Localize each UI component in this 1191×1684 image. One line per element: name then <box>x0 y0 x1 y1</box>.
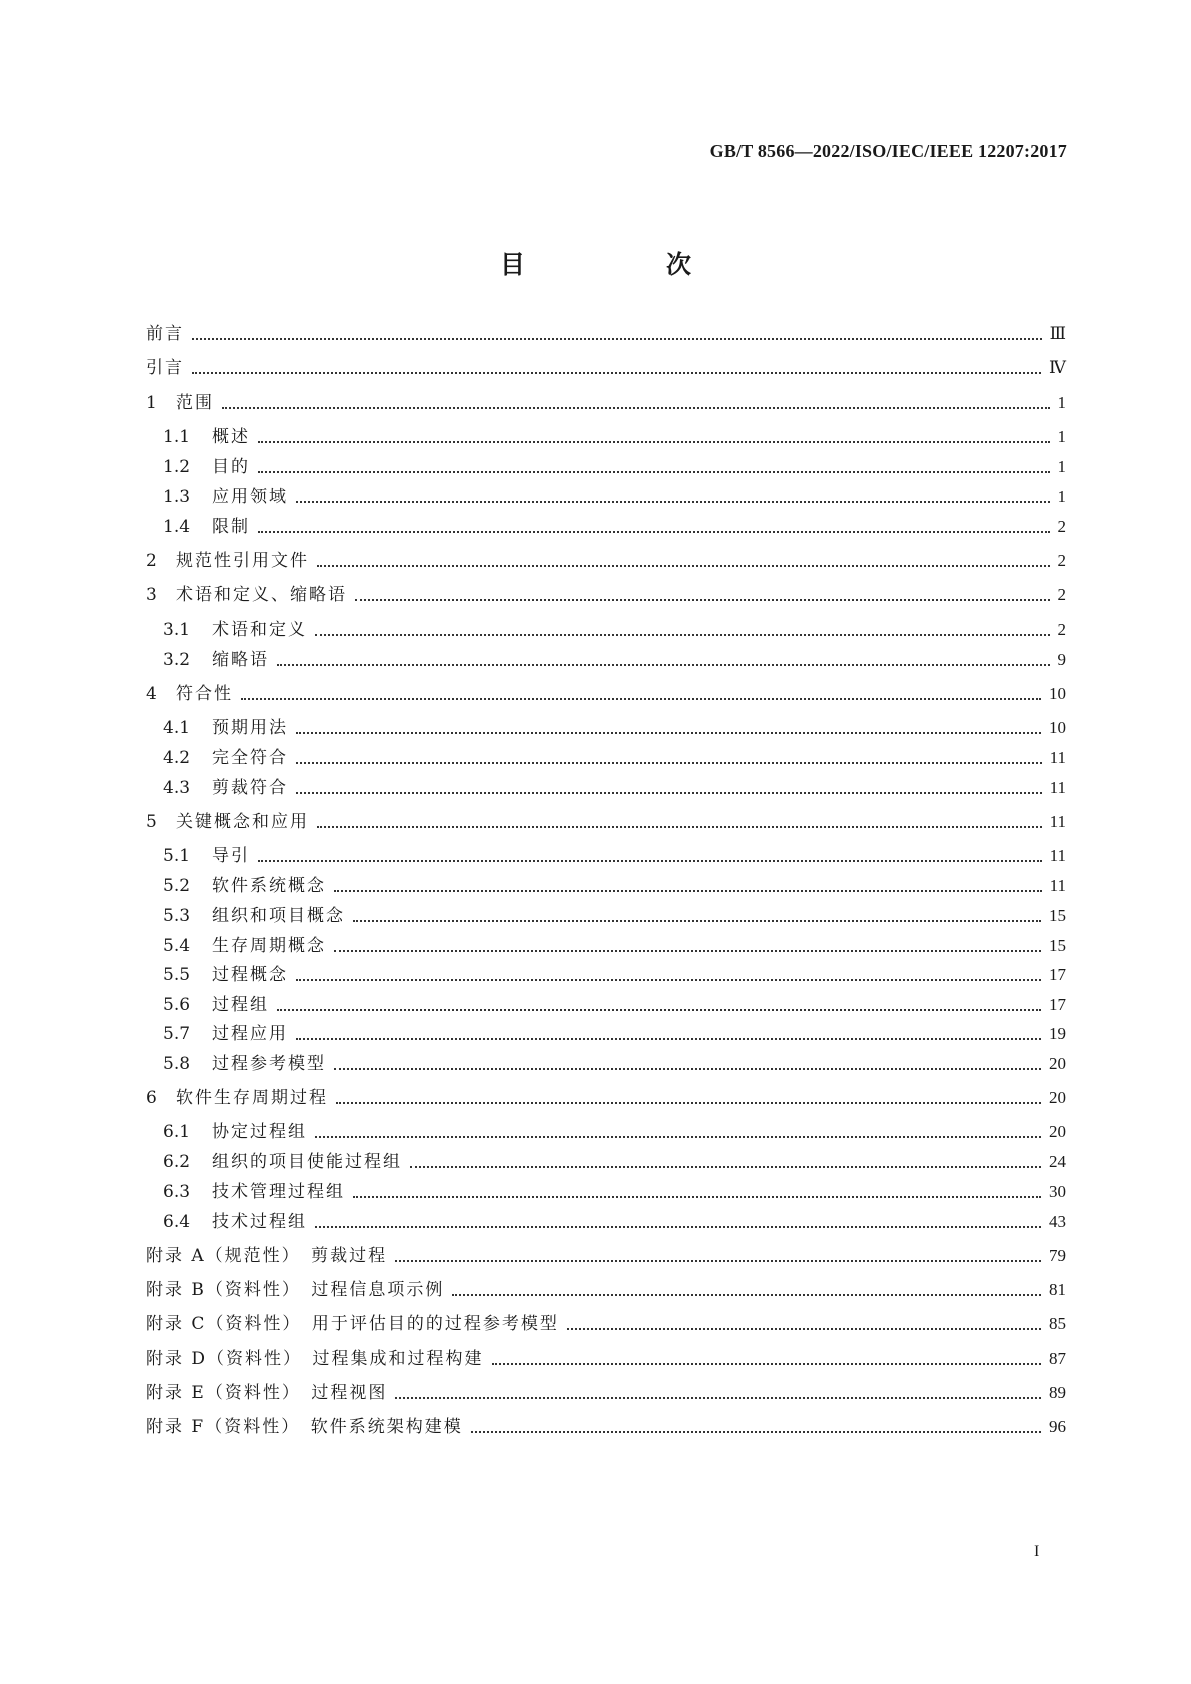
toc-entry-title: 引言 <box>146 358 184 378</box>
toc-entry-label <box>163 425 250 449</box>
toc-entry-label <box>146 1312 559 1336</box>
toc-dot-leader <box>296 1038 1041 1040</box>
toc-entry-title: 术语和定义、缩略语 <box>176 585 347 605</box>
toc-dot-leader <box>317 565 1050 567</box>
toc-entry-number: 6.2 <box>163 1152 191 1172</box>
toc-dot-leader <box>355 599 1050 601</box>
toc-entry-number: 5.8 <box>163 1054 191 1074</box>
toc-entry-number: 5.6 <box>163 995 191 1015</box>
toc-entry-number: 1.4 <box>163 517 191 537</box>
toc-entry-page: 96 <box>1049 1417 1066 1436</box>
toc-entry-title: 缩略语 <box>212 650 269 670</box>
toc-entry-number: 1.2 <box>163 457 191 477</box>
toc-entry-page: 9 <box>1057 650 1066 669</box>
toc-entry-number: 3 <box>146 585 157 605</box>
toc-entry-label <box>163 776 288 800</box>
toc-dot-leader <box>277 664 1050 666</box>
toc-dot-leader <box>353 1196 1041 1198</box>
toc-entry[interactable] <box>163 844 1066 868</box>
toc-entry-title: 过程参考模型 <box>212 1054 326 1074</box>
toc-dot-leader <box>317 826 1042 828</box>
toc-entry-title: 附录 B（资料性） 过程信息项示例 <box>146 1280 445 1300</box>
toc-entry-label <box>163 618 307 642</box>
toc-entry-page: 2 <box>1057 585 1066 604</box>
toc-entry-title: 过程组 <box>212 995 269 1015</box>
toc-dot-leader <box>277 1009 1041 1011</box>
toc-entry-page: Ⅲ <box>1049 324 1066 343</box>
toc-dot-leader <box>315 1136 1041 1138</box>
toc-entry-page: 2 <box>1057 551 1066 570</box>
toc-entry-title: 生存周期概念 <box>212 936 326 956</box>
toc-entry-title: 剪裁符合 <box>212 778 288 798</box>
toc-entry-number: 1 <box>146 393 157 413</box>
toc-entry-label <box>163 515 250 539</box>
toc-dot-leader <box>222 407 1050 409</box>
toc-entry-page: 1 <box>1057 487 1066 506</box>
toc-entry-title: 软件生存周期过程 <box>176 1088 328 1108</box>
toc-entry-number: 4.1 <box>163 718 191 738</box>
toc-entry-number: 5.4 <box>163 936 191 956</box>
toc-entry-page: 1 <box>1057 393 1066 412</box>
toc-dot-leader <box>410 1166 1041 1168</box>
toc-entry-number: 5.1 <box>163 846 191 866</box>
toc-dot-leader <box>395 1260 1041 1262</box>
toc-entry-title: 前言 <box>146 324 184 344</box>
toc-entry-page: 20 <box>1049 1054 1066 1073</box>
toc-entry-page: 85 <box>1049 1314 1066 1333</box>
toc-entry-page: 10 <box>1049 684 1066 703</box>
toc-entry[interactable] <box>146 810 1066 834</box>
toc-entry-number: 6.3 <box>163 1182 191 1202</box>
toc-entry-number: 6 <box>146 1088 157 1108</box>
toc-entry[interactable] <box>146 1347 1066 1371</box>
toc-entry-number: 5.5 <box>163 965 191 985</box>
toc-entry-title: 规范性引用文件 <box>176 551 309 571</box>
toc-entry-number: 4.2 <box>163 748 191 768</box>
toc-entry-number: 1.1 <box>163 427 191 447</box>
toc-entry[interactable] <box>163 1180 1066 1204</box>
toc-entry-page: 11 <box>1049 846 1066 865</box>
toc-entry[interactable] <box>163 618 1066 642</box>
toc-entry-title: 组织的项目使能过程组 <box>212 1152 402 1172</box>
toc-entry[interactable] <box>163 455 1066 479</box>
toc-entry-page: 24 <box>1049 1152 1066 1171</box>
toc-dot-leader <box>353 920 1041 922</box>
toc-entry-page: 30 <box>1049 1182 1066 1201</box>
toc-dot-leader <box>258 860 1042 862</box>
toc-dot-leader <box>258 441 1050 443</box>
toc-dot-leader <box>315 634 1050 636</box>
toc-entry[interactable] <box>146 1244 1066 1268</box>
toc-entry-label <box>163 1120 307 1144</box>
toc-entry[interactable] <box>146 682 1066 706</box>
toc-entry-page: 87 <box>1049 1349 1066 1368</box>
toc-entry-label <box>146 1347 484 1371</box>
toc-entry-label <box>163 1150 402 1174</box>
toc-entry-label <box>163 1022 288 1046</box>
toc-entry[interactable] <box>163 874 1066 898</box>
toc-entry-label <box>146 1381 387 1405</box>
toc-entry-label <box>163 1052 326 1076</box>
toc-entry-title: 协定过程组 <box>212 1122 307 1142</box>
toc-entry-page: 81 <box>1049 1280 1066 1299</box>
toc-entry[interactable] <box>163 425 1066 449</box>
toc-entry-title: 技术过程组 <box>212 1212 307 1232</box>
toc-entry-label <box>163 716 288 740</box>
toc-entry[interactable] <box>163 776 1066 800</box>
toc-entry-page: 1 <box>1057 457 1066 476</box>
toc-dot-leader <box>296 501 1050 503</box>
toc-entry-number: 5.7 <box>163 1024 191 1044</box>
toc-entry[interactable] <box>163 963 1066 987</box>
toc-entry-number: 5.2 <box>163 876 191 896</box>
toc-entry[interactable] <box>163 648 1066 672</box>
toc-entry-label <box>146 810 309 834</box>
toc-entry-page: Ⅳ <box>1049 358 1066 377</box>
toc-entry[interactable] <box>163 485 1066 509</box>
toc-entry[interactable] <box>163 934 1066 958</box>
toc-entry-label <box>163 874 326 898</box>
toc-entry-title: 范围 <box>176 393 214 413</box>
toc-entry-number: 6.4 <box>163 1212 191 1232</box>
toc-entry-label <box>146 356 184 380</box>
toc-entry-number: 1.3 <box>163 487 191 507</box>
toc-entry-title: 符合性 <box>176 684 233 704</box>
toc-entry-page: 11 <box>1049 778 1066 797</box>
toc-dot-leader <box>296 732 1041 734</box>
toc-entry-label <box>163 648 269 672</box>
toc-entry-number: 4.3 <box>163 778 191 798</box>
toc-dot-leader <box>567 1328 1041 1330</box>
toc-entry[interactable] <box>163 716 1066 740</box>
toc-dot-leader <box>296 979 1041 981</box>
toc-entry-title: 过程应用 <box>212 1024 288 1044</box>
toc-dot-leader <box>296 762 1042 764</box>
toc-entry[interactable] <box>146 1415 1066 1439</box>
toc-dot-leader <box>395 1397 1041 1399</box>
toc-entry-title: 预期用法 <box>212 718 288 738</box>
toc-entry[interactable] <box>146 356 1066 380</box>
toc-entry[interactable] <box>163 1022 1066 1046</box>
toc-entry-page: 1 <box>1057 427 1066 446</box>
toc-entry[interactable] <box>146 322 1066 346</box>
toc-entry-label <box>163 993 269 1017</box>
toc-entry-page: 20 <box>1049 1088 1066 1107</box>
toc-entry-title: 完全符合 <box>212 748 288 768</box>
toc-dot-leader <box>492 1363 1041 1365</box>
toc-dot-leader <box>315 1226 1041 1228</box>
toc-entry-label <box>163 963 288 987</box>
toc-entry[interactable] <box>146 549 1066 573</box>
toc-entry[interactable] <box>163 1150 1066 1174</box>
standard-code: GB/T 8566—2022/ISO/IEC/IEEE 12207:2017 <box>709 141 1067 161</box>
page-number: I <box>1034 1543 1040 1560</box>
toc-entry-label <box>163 904 345 928</box>
toc-entry-title: 概述 <box>212 427 250 447</box>
toc-dot-leader <box>192 338 1042 340</box>
toc-entry-title: 应用领域 <box>212 487 288 507</box>
toc-entry-label <box>146 1086 328 1110</box>
toc-entry-title: 软件系统概念 <box>212 876 326 896</box>
toc-entry-label <box>146 1278 444 1302</box>
toc-entry-number: 4 <box>146 684 157 704</box>
toc-entry-title: 附录 E（资料性） 过程视图 <box>146 1383 388 1403</box>
toc-entry-number: 3.2 <box>163 650 191 670</box>
toc-entry-title: 附录 A（规范性） 剪裁过程 <box>146 1246 388 1266</box>
toc-entry[interactable] <box>146 1312 1066 1336</box>
toc-entry-page: 2 <box>1057 517 1066 536</box>
toc-dot-leader <box>258 471 1050 473</box>
toc-entry[interactable] <box>146 391 1066 415</box>
toc-entry-page: 11 <box>1049 748 1066 767</box>
toc-dot-leader <box>192 372 1041 374</box>
toc-entry-page: 43 <box>1049 1212 1066 1231</box>
toc-entry-title: 关键概念和应用 <box>176 812 309 832</box>
toc-dot-leader <box>334 950 1041 952</box>
toc-dot-leader <box>452 1294 1041 1296</box>
toc-entry-title: 技术管理过程组 <box>212 1182 345 1202</box>
toc-dot-leader <box>258 531 1050 533</box>
toc-entry-page: 17 <box>1049 995 1066 1014</box>
toc-entry-label <box>163 1180 345 1204</box>
toc-entry-page: 2 <box>1057 620 1066 639</box>
toc-entry-label <box>146 391 214 415</box>
toc-entry[interactable] <box>163 1210 1066 1234</box>
toc-entry-page: 15 <box>1049 936 1066 955</box>
toc-entry-number: 5 <box>146 812 157 832</box>
toc-entry-number: 5.3 <box>163 906 191 926</box>
toc-entry-label <box>146 549 309 573</box>
toc-entry-label <box>163 746 288 770</box>
toc-entry-page: 20 <box>1049 1122 1066 1141</box>
toc-entry-label <box>163 485 288 509</box>
toc-entry-title: 附录 F（资料性） 软件系统架构建模 <box>146 1417 463 1437</box>
toc-entry-label <box>146 583 347 607</box>
toc-entry-label <box>163 1210 307 1234</box>
toc-entry-title: 限制 <box>212 517 250 537</box>
toc-entry-title: 组织和项目概念 <box>212 906 345 926</box>
toc-entry[interactable] <box>146 583 1066 607</box>
toc-entry[interactable] <box>146 1381 1066 1405</box>
toc-entry-label <box>163 844 250 868</box>
toc-entry-title: 导引 <box>212 846 250 866</box>
toc-dot-leader <box>334 1068 1041 1070</box>
page-title: 目 次 <box>499 250 749 279</box>
toc-entry[interactable] <box>163 1120 1066 1144</box>
toc-entry[interactable] <box>163 1052 1066 1076</box>
toc-entry-label <box>163 934 326 958</box>
toc-entry-page: 79 <box>1049 1246 1066 1265</box>
toc-entry[interactable] <box>163 993 1066 1017</box>
toc-entry[interactable] <box>163 904 1066 928</box>
toc-entry-label <box>146 1415 463 1439</box>
toc-dot-leader <box>334 890 1042 892</box>
toc-entry-title: 过程概念 <box>212 965 288 985</box>
toc-entry-number: 2 <box>146 551 157 571</box>
toc-dot-leader <box>336 1102 1041 1104</box>
toc-entry[interactable] <box>146 1086 1066 1110</box>
toc-entry-title: 术语和定义 <box>212 620 307 640</box>
toc-entry-page: 11 <box>1049 876 1066 895</box>
toc-entry[interactable] <box>163 746 1066 770</box>
toc-entry[interactable] <box>163 515 1066 539</box>
toc-entry-label <box>146 322 184 346</box>
toc-dot-leader <box>241 698 1041 700</box>
toc-dot-leader <box>296 792 1042 794</box>
toc-entry-label <box>146 682 233 706</box>
toc-entry-number: 6.1 <box>163 1122 191 1142</box>
toc-entry-label <box>146 1244 387 1268</box>
toc-entry-page: 10 <box>1049 718 1066 737</box>
toc-entry-number: 3.1 <box>163 620 191 640</box>
toc-entry-label <box>163 455 250 479</box>
toc-entry-page: 89 <box>1049 1383 1066 1402</box>
toc-entry-page: 17 <box>1049 965 1066 984</box>
toc-dot-leader <box>471 1431 1041 1433</box>
toc-entry[interactable] <box>146 1278 1066 1302</box>
toc-entry-page: 19 <box>1049 1024 1066 1043</box>
toc-entry-page: 11 <box>1049 812 1066 831</box>
toc-entry-title: 附录 C（资料性） 用于评估目的的过程参考模型 <box>146 1314 559 1334</box>
toc-entry-page: 15 <box>1049 906 1066 925</box>
toc-entry-title: 目的 <box>212 457 250 477</box>
toc-entry-title: 附录 D（资料性） 过程集成和过程构建 <box>146 1349 484 1369</box>
